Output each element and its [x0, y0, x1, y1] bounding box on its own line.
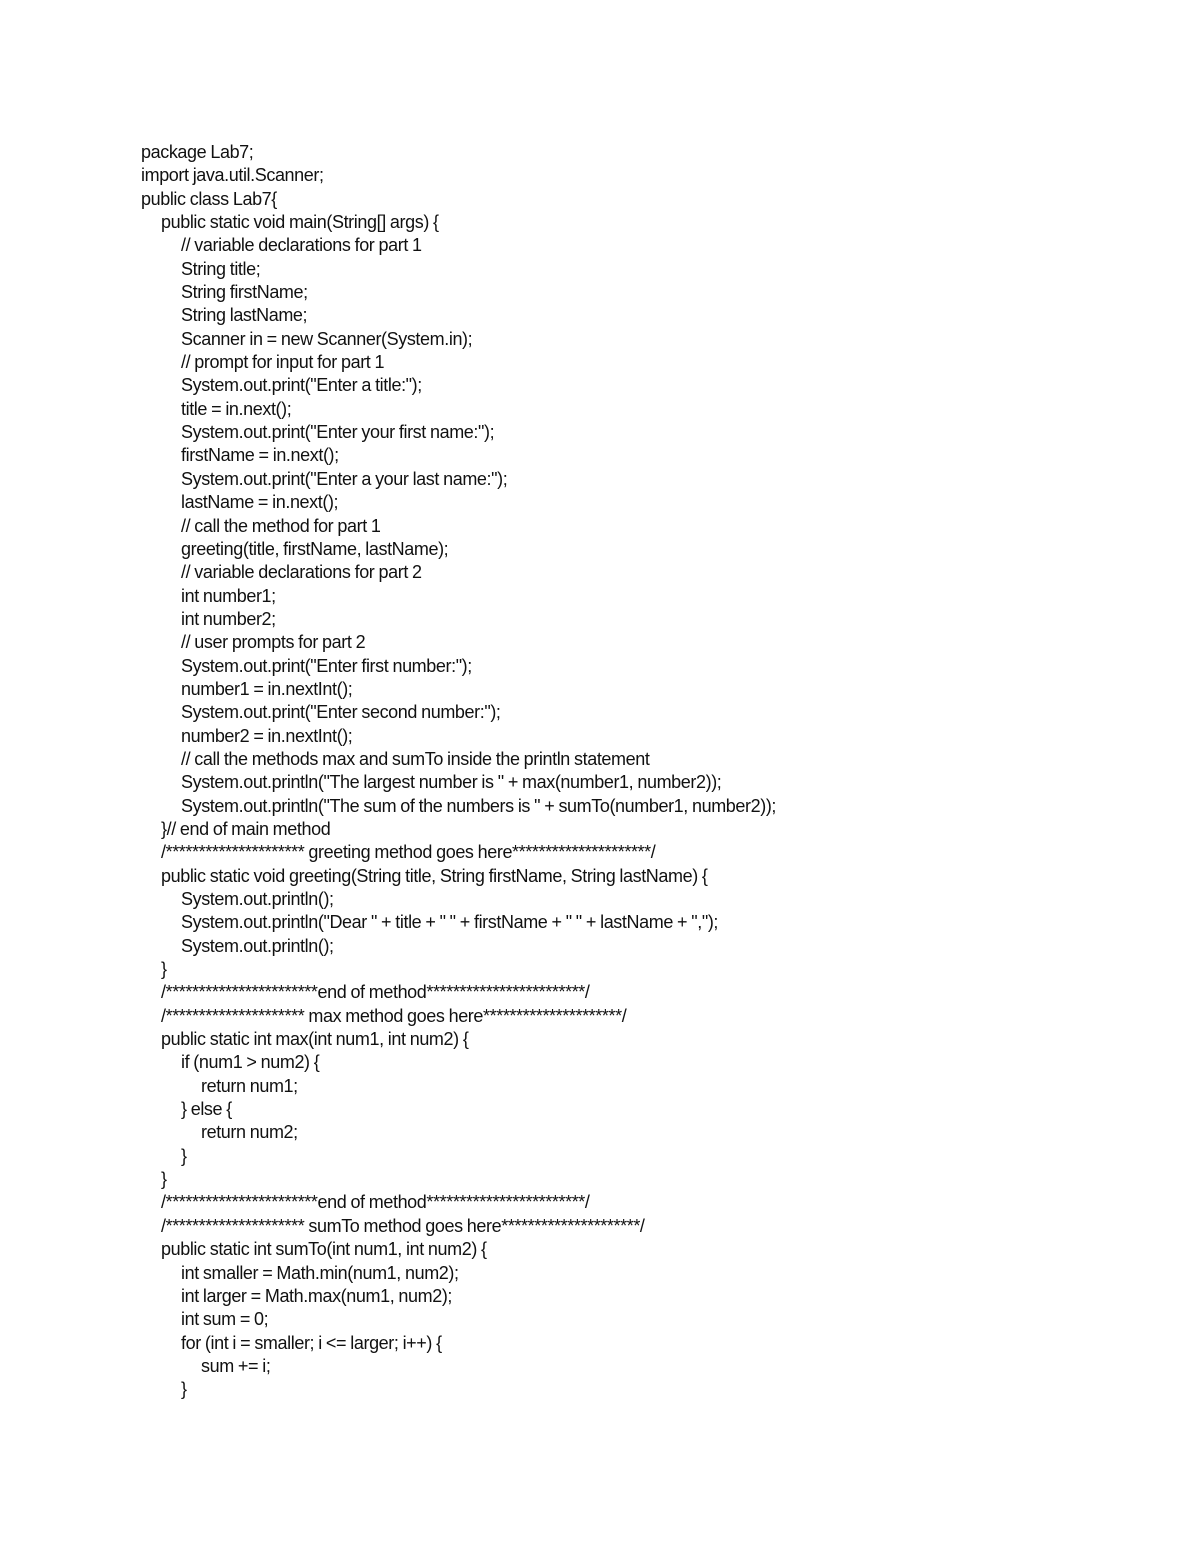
- code-line: int number2;: [181, 608, 276, 629]
- code-line: package Lab7;: [141, 142, 254, 162]
- code-line: firstName = in.next();: [181, 445, 339, 466]
- code-line: /********************* greeting method goes here*********************/: [161, 842, 656, 863]
- code-line: public static int sumTo(int num1, int num2) {: [161, 1239, 487, 1260]
- code-line: }: [161, 959, 167, 980]
- code-line: number1 = in.nextInt();: [181, 678, 353, 699]
- code-line: int larger = Math.max(num1, num2);: [181, 1285, 453, 1306]
- code-line: System.out.println("Dear " + title + " " + firstName + " " + lastName + ",");: [181, 912, 719, 933]
- code-line: public static void main(String[] args) {: [161, 212, 439, 233]
- code-line: // prompt for input for part 1: [181, 352, 385, 373]
- code-line: if (num1 > num2) {: [181, 1052, 320, 1073]
- code-line: System.out.println("The sum of the numbers is " + sumTo(number1, number2));: [181, 795, 777, 816]
- code-line: greeting(title, firstName, lastName);: [181, 538, 449, 559]
- code-line: return num1;: [201, 1075, 298, 1096]
- code-line: int sum = 0;: [181, 1309, 269, 1330]
- code-line: return num2;: [201, 1122, 298, 1143]
- code-line: }: [181, 1145, 187, 1166]
- code-line: public static int max(int num1, int num2) {: [161, 1029, 469, 1050]
- code-line: }: [161, 1169, 167, 1190]
- code-line: // user prompts for part 2: [181, 632, 366, 653]
- code-line: System.out.print("Enter second number:");: [181, 702, 501, 723]
- code-line: }: [181, 1379, 187, 1400]
- code-line: /********************* max method goes here*********************/: [161, 1005, 627, 1026]
- code-line: System.out.println();: [181, 935, 334, 956]
- code-line: System.out.print("Enter a your last name:");: [181, 468, 508, 489]
- code-line: System.out.print("Enter a title:");: [181, 375, 422, 396]
- code-line: System.out.println("The largest number is " + max(number1, number2));: [181, 772, 722, 793]
- code-listing: [141, 141, 776, 1402]
- code-line: int number1;: [181, 585, 276, 606]
- code-line: title = in.next();: [181, 398, 292, 419]
- code-line: /***********************end of method************************/: [161, 982, 590, 1003]
- code-line: for (int i = smaller; i <= larger; i++) {: [181, 1332, 442, 1353]
- code-line: import java.util.Scanner;: [141, 165, 324, 186]
- code-line: System.out.print("Enter your first name:");: [181, 422, 495, 443]
- code-line: /***********************end of method************************/: [161, 1192, 590, 1213]
- code-line: // variable declarations for part 1: [181, 235, 422, 256]
- code-line: number2 = in.nextInt();: [181, 725, 353, 746]
- code-line: Scanner in = new Scanner(System.in);: [181, 328, 473, 349]
- code-line: public class Lab7{: [141, 188, 277, 209]
- code-line: } else {: [181, 1099, 232, 1120]
- code-line: System.out.print("Enter first number:");: [181, 655, 472, 676]
- code-line: /********************* sumTo method goes here*********************/: [161, 1215, 645, 1236]
- code-line: System.out.println();: [181, 889, 334, 909]
- code-line: sum += i;: [201, 1355, 271, 1376]
- code-line: public static void greeting(String title, String firstName, String lastName) {: [161, 865, 708, 886]
- code-line: // variable declarations for part 2: [181, 562, 422, 583]
- code-line: String title;: [181, 258, 261, 279]
- code-line: String firstName;: [181, 282, 308, 303]
- code-line: String lastName;: [181, 305, 308, 326]
- code-line: // call the methods max and sumTo inside the println statement: [181, 748, 650, 769]
- code-line: lastName = in.next();: [181, 492, 339, 513]
- code-line: // call the method for part 1: [181, 515, 381, 536]
- code-line: int smaller = Math.min(num1, num2);: [181, 1262, 459, 1283]
- code-line: }// end of main method: [161, 818, 331, 839]
